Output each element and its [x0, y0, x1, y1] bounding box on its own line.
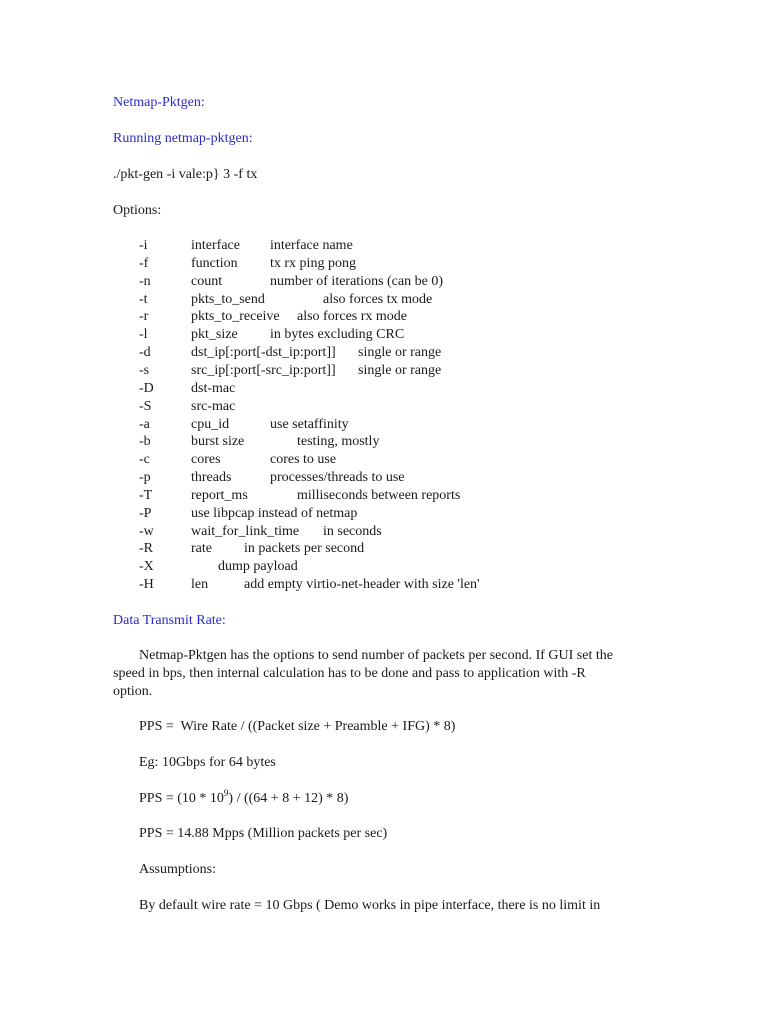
pps-result: PPS = 14.88 Mpps (Million packets per sec) — [139, 826, 388, 841]
option-description: cores to use — [270, 452, 337, 468]
calc-prefix: PPS = (10 * 10 — [139, 791, 224, 806]
example-line: Eg: 10Gbps for 64 bytes — [139, 755, 276, 770]
option-name: rate — [191, 541, 212, 557]
option-description: single or range — [358, 362, 442, 378]
option-name: wait_for_link_time — [191, 523, 300, 539]
option-description: also forces rx mode — [297, 309, 408, 325]
option-flag: -p — [139, 470, 151, 486]
option-row — [0, 362, 768, 380]
option-description: testing, mostly — [297, 434, 380, 450]
option-description: in bytes excluding CRC — [270, 327, 405, 343]
option-flag: -n — [139, 273, 151, 289]
option-flag: -i — [139, 238, 148, 253]
option-description: also forces tx mode — [323, 291, 433, 307]
option-flag: -D — [139, 380, 154, 396]
option-flag: -S — [139, 398, 152, 414]
option-row — [0, 255, 768, 273]
option-description: interface name — [270, 238, 353, 253]
option-description: number of iterations (can be 0) — [270, 273, 443, 289]
option-row — [0, 433, 768, 451]
option-name: dst-mac — [191, 380, 236, 396]
option-description: milliseconds between reports — [297, 487, 461, 503]
option-description: in packets per second — [244, 541, 365, 557]
default-rate-line: By default wire rate = 10 Gbps ( Demo works in pipe interface, there is no limit in — [139, 898, 601, 913]
option-description: single or range — [358, 345, 442, 361]
option-row — [0, 487, 768, 505]
option-description: processes/threads to use — [270, 470, 405, 486]
option-row — [0, 291, 768, 309]
option-name: pkts_to_receive — [191, 309, 280, 325]
options-heading: Options: — [113, 203, 162, 218]
option-description: add empty virtio-net-header with size 'len' — [244, 577, 480, 593]
option-flag: -l — [139, 327, 148, 343]
option-name: count — [191, 273, 223, 289]
option-row — [0, 380, 768, 398]
option-row — [0, 540, 768, 558]
option-flag: -X — [139, 559, 154, 575]
option-flag: -H — [139, 577, 154, 593]
option-name: dump payload — [218, 559, 298, 575]
option-row — [0, 469, 768, 487]
option-row — [0, 505, 768, 523]
option-description: in seconds — [323, 523, 382, 539]
option-flag: -d — [139, 345, 151, 361]
option-flag: -b — [139, 434, 151, 450]
assumptions-heading: Assumptions: — [139, 862, 217, 877]
paragraph-line: option. — [113, 684, 153, 699]
page-title: Netmap-Pktgen: — [113, 95, 205, 110]
option-flag: -c — [139, 452, 150, 468]
option-name: use libpcap instead of netmap — [191, 505, 358, 521]
option-name: function — [191, 255, 238, 271]
option-name: cpu_id — [191, 416, 230, 432]
option-name: src-mac — [191, 398, 236, 414]
option-row — [0, 326, 768, 344]
pps-formula: PPS = Wire Rate / ((Packet size + Preamble + IFG) * 8) — [139, 719, 456, 734]
rate-heading: Data Transmit Rate: — [113, 613, 226, 628]
option-row — [0, 451, 768, 469]
option-name: cores — [191, 452, 221, 468]
option-description: use setaffinity — [270, 416, 349, 432]
option-name: report_ms — [191, 487, 248, 503]
option-row — [0, 344, 768, 362]
option-description: tx rx ping pong — [270, 255, 356, 271]
option-row — [0, 576, 768, 594]
calc-suffix: ) / ((64 + 8 + 12) * 8) — [228, 791, 349, 806]
option-flag: -f — [139, 255, 149, 271]
option-name: src_ip[:port[-src_ip:port]] — [191, 362, 336, 378]
option-row — [0, 523, 768, 541]
option-row — [0, 308, 768, 326]
option-name: interface — [191, 238, 240, 253]
pps-calculation — [139, 790, 348, 808]
option-row — [0, 398, 768, 416]
option-flag: -t — [139, 291, 148, 307]
option-row — [0, 416, 768, 434]
running-heading: Running netmap-pktgen: — [113, 131, 253, 146]
option-name: dst_ip[:port[-dst_ip:port]] — [191, 345, 336, 361]
option-flag: -R — [139, 541, 153, 557]
option-name: pkts_to_send — [191, 291, 265, 307]
option-flag: -P — [139, 505, 152, 521]
option-name: len — [191, 577, 209, 593]
paragraph-line: Netmap-Pktgen has the options to send number of packets per second. If GUI set the — [139, 648, 613, 663]
paragraph-line: speed in bps, then internal calculation has to be done and pass to application with -R — [113, 666, 586, 681]
option-row — [0, 558, 768, 576]
option-row — [0, 237, 768, 255]
option-flag: -s — [139, 362, 150, 378]
command-line: ./pkt-gen -i vale:p} 3 -f tx — [113, 167, 258, 182]
option-flag: -w — [139, 523, 154, 539]
option-name: pkt_size — [191, 327, 238, 343]
option-name: burst size — [191, 434, 245, 450]
option-flag: -a — [139, 416, 150, 432]
option-row — [0, 273, 768, 291]
option-name: threads — [191, 470, 232, 486]
option-flag: -T — [139, 487, 153, 503]
calc-exponent: 9 — [223, 788, 229, 798]
option-flag: -r — [139, 309, 149, 325]
